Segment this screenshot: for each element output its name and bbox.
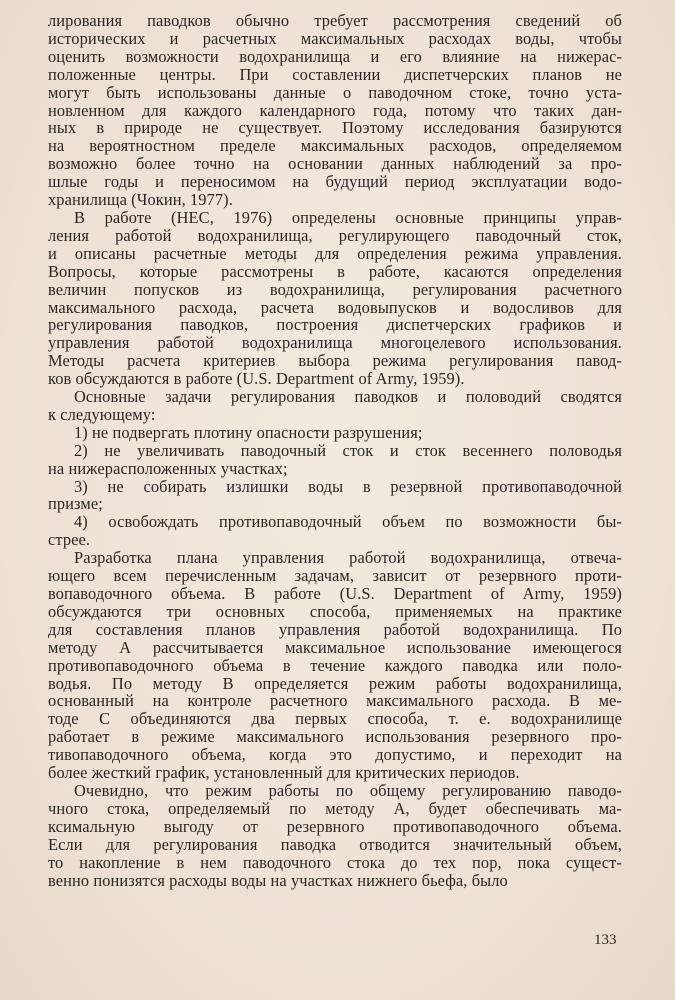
text-line: 3) не собирать излишки воды в резервной противопаводочной bbox=[74, 476, 622, 496]
text-line: основанный на контроле расчетного максимального расхода. В ме- bbox=[48, 691, 622, 711]
text-line: для составления планов управления работой водохранилища. По bbox=[48, 619, 622, 639]
text-line: Разработка плана управления работой водохранилища, отвеча- bbox=[74, 548, 622, 568]
text-line: вопаводочного объема. В работе (U.S. Department of Army, 1959) bbox=[48, 584, 622, 603]
text-line: более жесткий график, установленный для критических периодов. bbox=[48, 763, 520, 783]
text-line: лирования паводков обычно требует рассмотрения сведений об bbox=[48, 11, 622, 30]
text-line: к следующему: bbox=[48, 404, 156, 424]
text-line: Вопросы, которые рассмотрены в работе, касаются определения bbox=[48, 261, 622, 281]
text-line: хранилища (Чокин, 1977). bbox=[48, 190, 233, 210]
text-line: тивопаводочного объема, когда это допустимо, и переходит на bbox=[48, 745, 622, 765]
text-line: призме; bbox=[48, 494, 103, 514]
text-line: ных в природе не существует. Поэтому исследования базируются bbox=[48, 118, 622, 138]
text-line: и описаны расчетные методы для определения режима управления. bbox=[48, 243, 622, 263]
text-line: ков обсуждаются в работе (U.S. Department of Army, 1959). bbox=[48, 369, 465, 389]
text-line: ксимальную выгоду от резервного противопаводочного объема. bbox=[48, 816, 622, 836]
text-line: на вероятностном пределе максимальных расходов, определяемом bbox=[48, 136, 622, 156]
paragraph bbox=[48, 782, 622, 889]
text-line: величин попусков из водохранилища, регулирования расчетного bbox=[48, 279, 622, 299]
text-line: то накопление в нем паводочного стока до тех пор, пока сущест- bbox=[48, 852, 622, 872]
paragraph bbox=[48, 424, 622, 442]
paragraph bbox=[48, 388, 622, 424]
text-line: регулирования паводков, построения диспетчерских графиков и bbox=[48, 315, 622, 335]
text-line: могут быть использованы данные о паводочном стоке, точно уста- bbox=[48, 82, 622, 102]
text-line: 4) освобождать противопаводочный объем по возможности бы- bbox=[74, 512, 622, 532]
text-line: положенные центры. При составлении диспетчерских планов не bbox=[48, 64, 622, 84]
text-line: стрее. bbox=[48, 530, 91, 550]
text-line: водья. По методу В определяется режим работы водохранилища, bbox=[48, 673, 622, 693]
text-line: венно понизятся расходы воды на участках нижнего бьефа, было bbox=[48, 870, 508, 890]
text-line: Очевидно, что режим работы по общему регулированию паводо- bbox=[74, 780, 622, 800]
paragraph bbox=[48, 12, 622, 209]
paragraph bbox=[48, 442, 622, 478]
text-line: на нижерасположенных участках; bbox=[48, 458, 288, 478]
text-line: оценить возможности водохранилища и его влияние на нижерас- bbox=[48, 46, 622, 66]
text-line: управления работой водохранилища многоцелевого использования. bbox=[48, 333, 622, 353]
paragraph bbox=[48, 478, 622, 514]
text-line: противопаводочного объема в течение каждого паводка или поло- bbox=[48, 655, 622, 675]
paragraph bbox=[48, 513, 622, 549]
paragraph bbox=[48, 209, 622, 388]
text-line: максимального расхода, расчета водовыпусков и водосливов для bbox=[48, 297, 622, 317]
text-line: ющего всем перечисленным задачам, зависит от резервного проти- bbox=[48, 566, 622, 586]
text-line: исторических и расчетных максимальных расходах воды, чтобы bbox=[48, 28, 622, 48]
text-line: 1) не подвергать плотину опасности разрушения; bbox=[74, 422, 423, 442]
text-line: тоде С объединяются два первых способа, т. е. водохранилище bbox=[48, 709, 622, 729]
text-line: Методы расчета критериев выбора режима регулирования павод- bbox=[48, 351, 622, 371]
text-line: возможно более точно на основании данных наблюдений за про- bbox=[48, 154, 622, 174]
text-line: 2) не увеличивать паводочный сток и сток весеннего половодья bbox=[74, 440, 622, 460]
text-line: новленном для каждого календарного года, потому что таких дан- bbox=[48, 100, 622, 120]
text-line: Если для регулирования паводка отводится значительный объем, bbox=[48, 834, 622, 854]
text-line: Основные задачи регулирования паводков и половодий сводятся bbox=[74, 387, 622, 407]
page-number: 133 bbox=[594, 932, 617, 948]
text-line: работает в режиме максимального использования резервного про- bbox=[48, 727, 622, 747]
text-line: В работе (HEC, 1976) определены основные принципы управ- bbox=[74, 207, 622, 227]
text-line: чного стока, определяемый по методу А, будет обеспечивать ма- bbox=[48, 798, 622, 818]
text-line: обсуждаются три основных способа, применяемых на практике bbox=[48, 601, 622, 621]
text-line: шлые годы и переносимом на будущий период эксплуатации водо- bbox=[48, 172, 622, 192]
page-body-text bbox=[48, 12, 622, 889]
paragraph bbox=[48, 549, 622, 782]
text-line: методу А рассчитывается максимальное использование имеющегося bbox=[48, 637, 622, 657]
text-line: ления работой водохранилища, регулирующего паводочный сток, bbox=[48, 225, 622, 245]
